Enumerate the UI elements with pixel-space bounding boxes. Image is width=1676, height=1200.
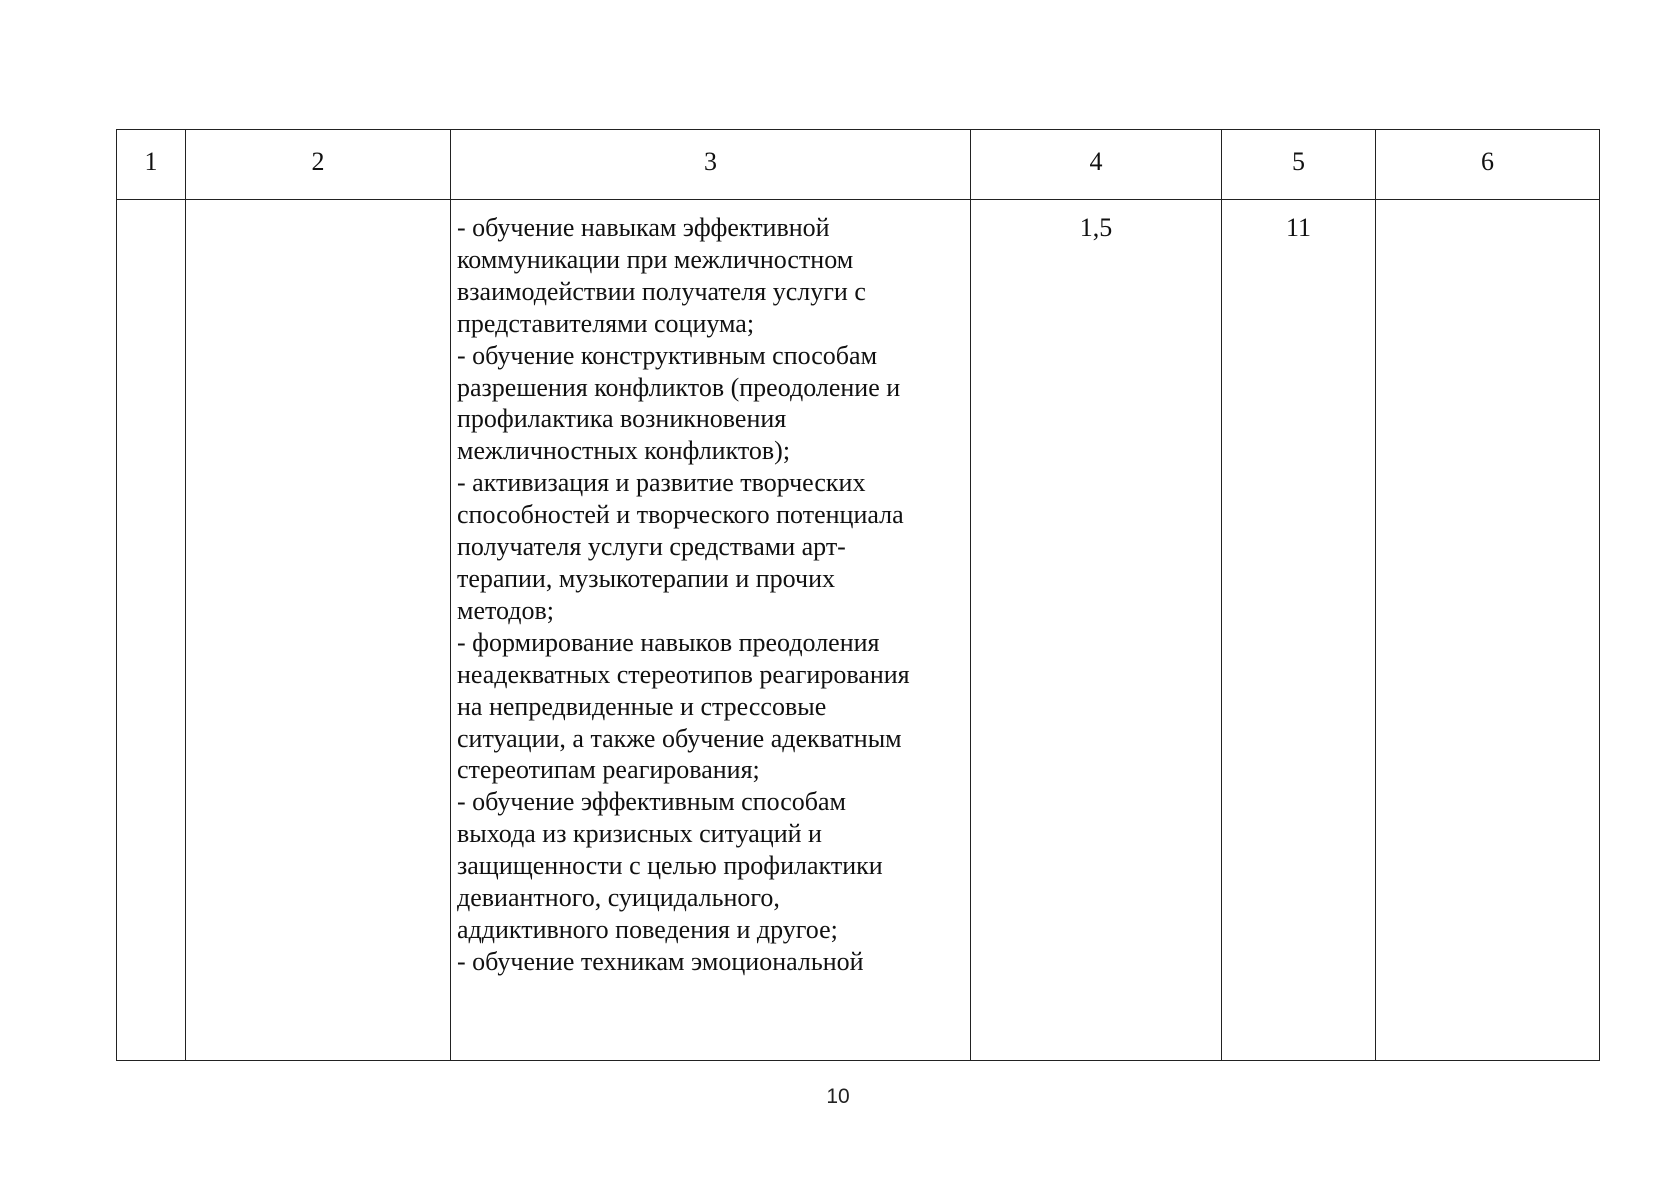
description-line: коммуникации при межличностном <box>457 244 854 274</box>
header-cell-4: 4 <box>971 130 1222 200</box>
table-row <box>117 200 1600 1061</box>
description-line: на непредвиденные и стрессовые <box>457 691 827 721</box>
header-cell-5: 5 <box>1222 130 1376 200</box>
row-cell-4-value: 1,5 <box>971 200 1222 1061</box>
description-line: - активизация и развитие творческих <box>457 468 866 498</box>
description-line: - обучение техникам эмоциональной <box>457 946 864 976</box>
description-line: получателя услуги средствами арт- <box>457 532 846 562</box>
header-cell-2: 2 <box>186 130 451 200</box>
description-line: профилактика возникновения <box>457 404 787 434</box>
description-line: девиантного, суицидального, <box>457 883 780 913</box>
header-cell-6: 6 <box>1376 130 1600 200</box>
description-line: представителями социума; <box>457 308 755 338</box>
header-cell-1: 1 <box>117 130 186 200</box>
description-line: терапии, музыкотерапии и прочих <box>457 563 835 593</box>
row-cell-6 <box>1376 200 1600 1061</box>
table-header-row <box>117 130 1600 200</box>
description-line: неадекватных стереотипов реагирования <box>457 659 910 689</box>
description-line: аддиктивного поведения и другое; <box>457 914 838 944</box>
description-line: взаимодействии получателя услуги с <box>457 276 866 306</box>
description-line: разрешения конфликтов (преодоление и <box>457 372 901 402</box>
page-number: 10 <box>826 1085 850 1108</box>
description-line: - формирование навыков преодоления <box>457 627 880 657</box>
document-table <box>116 129 1600 1061</box>
description-line: защищенности с целью профилактики <box>457 851 883 881</box>
description-line: выхода из кризисных ситуаций и <box>457 819 822 849</box>
header-cell-3: 3 <box>451 130 971 200</box>
row-cell-3-description <box>451 200 971 1061</box>
description-line: межличностных конфликтов); <box>457 436 791 466</box>
description-line: - обучение конструктивным способам <box>457 340 878 370</box>
row-cell-2 <box>186 200 451 1061</box>
description-line: ситуации, а также обучение адекватным <box>457 723 902 753</box>
row-cell-1 <box>117 200 186 1061</box>
row-cell-5-value: 11 <box>1222 200 1376 1061</box>
description-line: - обучение навыкам эффективной <box>457 213 830 242</box>
description-line: стереотипам реагирования; <box>457 755 760 785</box>
description-line: методов; <box>457 595 554 625</box>
description-line: способностей и творческого потенциала <box>457 500 904 530</box>
description-line: - обучение эффективным способам <box>457 787 847 817</box>
